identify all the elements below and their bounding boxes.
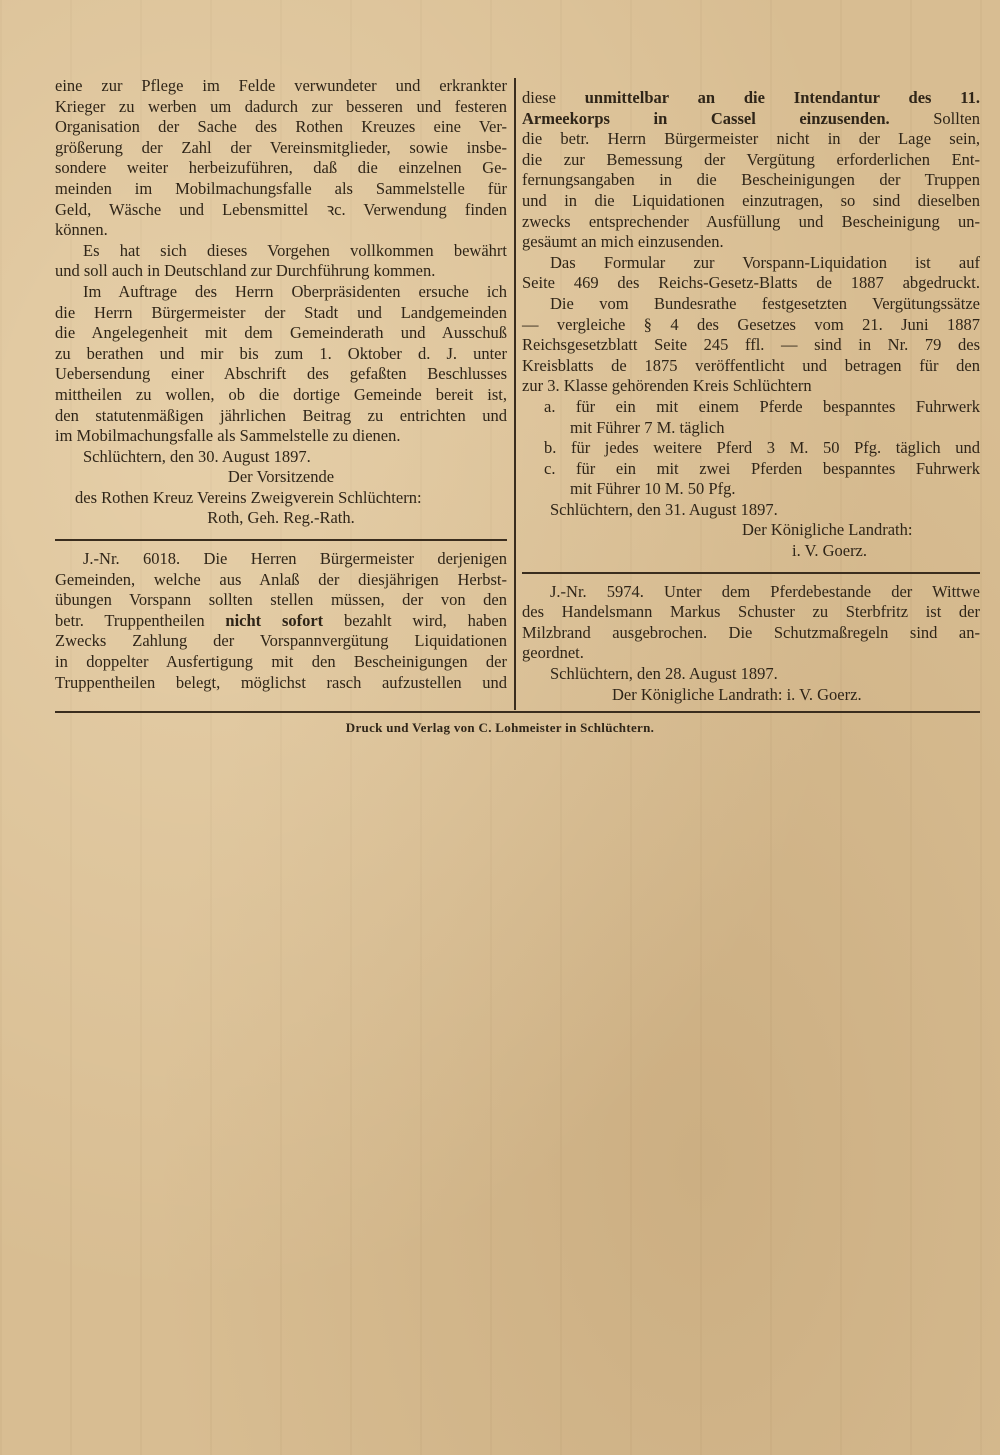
section-rule bbox=[55, 539, 507, 541]
text-line: Roth, Geh. Reg.-Rath. bbox=[207, 508, 355, 528]
text-block bbox=[522, 88, 980, 253]
text-line: Krieger zu werben um dadurch zur besseren und festeren bbox=[55, 96, 507, 116]
text-block bbox=[55, 282, 507, 447]
text-block bbox=[55, 549, 507, 693]
text-block bbox=[55, 241, 507, 282]
text-line: und in die Liquidationen einzutragen, so sind dieselben bbox=[522, 190, 980, 210]
text-segment: bezahlt wird, haben bbox=[323, 610, 507, 630]
text-line: und soll auch in Deutschland zur Durchführung kommen. bbox=[55, 261, 436, 281]
text-line bbox=[522, 109, 980, 130]
text-line: den statutenmäßigen jährlichen Beitrag zu entrichten und bbox=[55, 405, 507, 425]
text-line: größerung der Zahl der Vereinsmitglieder, sowie insbe- bbox=[55, 137, 507, 157]
text-line: zu berathen und mir bis zum 1. Oktober d. J. unter bbox=[55, 343, 507, 363]
text-line: Der Königliche Landrath: bbox=[742, 520, 913, 540]
text-line: die zur Bemessung der Vergütung erforderlichen Ent- bbox=[522, 149, 980, 169]
text-line: sondere weiter herbeizuführen, daß die einzelnen Ge- bbox=[55, 158, 507, 178]
text-line: gesäumt an mich einzusenden. bbox=[522, 232, 724, 252]
text-line: J.-Nr. 5974. Unter dem Pferdebestande der Wittwe bbox=[550, 581, 980, 601]
text-line: im Mobilmachungsfalle als Sammelstelle zu dienen. bbox=[55, 426, 401, 446]
bottom-rule bbox=[55, 711, 980, 713]
text-block bbox=[522, 253, 980, 294]
text-line: Organisation der Sache des Rothen Kreuzes eine Ver- bbox=[55, 117, 507, 137]
text-block bbox=[522, 438, 980, 459]
text-segment: betr. Truppentheilen bbox=[55, 610, 226, 630]
text-line: die betr. Herrn Bürgermeister nicht in der Lage sein, bbox=[522, 129, 980, 149]
emphasis-text: Armeekorps in Cassel einzusenden. bbox=[522, 108, 890, 128]
text-line: c. für ein mit zwei Pferden bespanntes Fuhrwerk bbox=[544, 458, 980, 478]
text-line: können. bbox=[55, 220, 108, 240]
text-line: mit Führer 7 M. täglich bbox=[570, 417, 725, 437]
text-line: i. V. Goerz. bbox=[792, 541, 868, 561]
text-line: Schlüchtern, den 30. August 1897. bbox=[83, 446, 311, 466]
text-line: zwecks entsprechender Ausfüllung und Bescheinigung un- bbox=[522, 211, 980, 231]
text-line: Es hat sich dieses Vorgehen vollkommen bewährt bbox=[83, 240, 507, 260]
right-column bbox=[522, 88, 980, 705]
text-line: Schlüchtern, den 28. August 1897. bbox=[550, 664, 778, 684]
text-line: Seite 469 des Reichs-Gesetz-Blatts de 1887 abgedruckt. bbox=[522, 273, 980, 293]
text-line: Der Königliche Landrath: i. V. Goerz. bbox=[612, 684, 862, 704]
text-line bbox=[522, 88, 980, 109]
text-block bbox=[522, 541, 980, 562]
text-line: mittheilen zu wollen, ob die dortige Gemeinde bereit ist, bbox=[55, 384, 507, 404]
text-line: zur 3. Klasse gehörenden Kreis Schlüchtern bbox=[522, 376, 812, 396]
column-divider bbox=[514, 78, 516, 710]
text-line: mit Führer 10 M. 50 Pfg. bbox=[570, 479, 736, 499]
text-line: fernungsangaben in die Bescheinigungen der Truppen bbox=[522, 170, 980, 190]
text-block bbox=[522, 520, 980, 541]
text-line: geordnet. bbox=[522, 643, 584, 663]
left-column bbox=[55, 76, 507, 693]
emphasis-text: unmittelbar an die Intendantur des 11. bbox=[584, 88, 980, 107]
text-block bbox=[522, 582, 980, 664]
text-line: Zwecks Zahlung der Vorspannvergütung Liquidationen bbox=[55, 631, 507, 651]
text-segment: diese bbox=[522, 88, 585, 107]
text-block bbox=[55, 488, 507, 509]
text-line: — vergleiche § 4 des Gesetzes vom 21. Juni 1887 bbox=[522, 314, 980, 334]
text-line: Der Vorsitzende bbox=[227, 467, 335, 487]
emphasis-text: nicht sofort bbox=[225, 610, 324, 630]
text-line: Geld, Wäsche und Lebensmittel ꝛc. Verwendung finden bbox=[55, 199, 507, 219]
text-block bbox=[522, 664, 980, 685]
text-line: Schlüchtern, den 31. August 1897. bbox=[550, 499, 778, 519]
text-line: b. für jedes weitere Pferd 3 M. 50 Pfg. täglich und bbox=[544, 438, 980, 458]
text-line: J.-Nr. 6018. Die Herren Bürgermeister derjenigen bbox=[83, 549, 507, 569]
text-line bbox=[55, 611, 507, 632]
text-line: in doppelter Ausfertigung mit den Bescheinigungen der bbox=[55, 652, 507, 672]
text-line: übungen Vorspann sollten stellen müssen, der von den bbox=[55, 590, 507, 610]
text-line: Truppentheilen belegt, möglichst rasch aufzustellen und bbox=[55, 672, 507, 692]
section-rule bbox=[522, 572, 980, 574]
text-line: Uebersendung einer Abschrift des gefaßten Beschlusses bbox=[55, 364, 507, 384]
text-block bbox=[55, 447, 507, 468]
imprint: Druck und Verlag von C. Lohmeister in Schlüchtern. bbox=[345, 720, 655, 735]
text-line: Gemeinden, welche aus Anlaß der diesjährigen Herbst- bbox=[55, 569, 507, 589]
text-line: Reichsgesetzblatt Seite 245 ffl. — sind in Nr. 79 des bbox=[522, 335, 980, 355]
text-block bbox=[55, 508, 507, 529]
text-line: Das Formular zur Vorspann-Liquidation ist auf bbox=[550, 252, 980, 272]
text-block bbox=[522, 397, 980, 438]
text-line: die Herrn Bürgermeister der Stadt und Landgemeinden bbox=[55, 302, 507, 322]
text-block bbox=[55, 76, 507, 241]
text-line: Kreisblatts de 1875 veröffentlicht und betragen für den bbox=[522, 355, 980, 375]
text-line: Milzbrand ausgebrochen. Die Schutzmaßregeln sind an- bbox=[522, 622, 980, 642]
text-line: die Angelegenheit mit dem Gemeinderath und Ausschuß bbox=[55, 323, 507, 343]
text-segment: Sollten bbox=[889, 108, 980, 128]
text-block bbox=[522, 685, 980, 706]
text-line: des Rothen Kreuz Vereins Zweigverein Schlüchtern: bbox=[75, 487, 422, 507]
text-line: a. für ein mit einem Pferde bespanntes Fuhrwerk bbox=[544, 396, 980, 416]
text-line: Die vom Bundesrathe festgesetzten Vergütungssätze bbox=[550, 293, 980, 313]
text-block bbox=[522, 459, 980, 500]
text-line: eine zur Pflege im Felde verwundeter und erkrankter bbox=[55, 76, 507, 95]
text-line: meinden im Mobilmachungsfalle als Sammelstelle für bbox=[55, 178, 507, 198]
text-block bbox=[55, 467, 507, 488]
text-line: Im Auftrage des Herrn Oberpräsidenten ersuche ich bbox=[83, 281, 507, 301]
text-block bbox=[522, 294, 980, 397]
text-block bbox=[522, 500, 980, 521]
text-line: des Handelsmann Markus Schuster zu Sterbfritz ist der bbox=[522, 602, 980, 622]
